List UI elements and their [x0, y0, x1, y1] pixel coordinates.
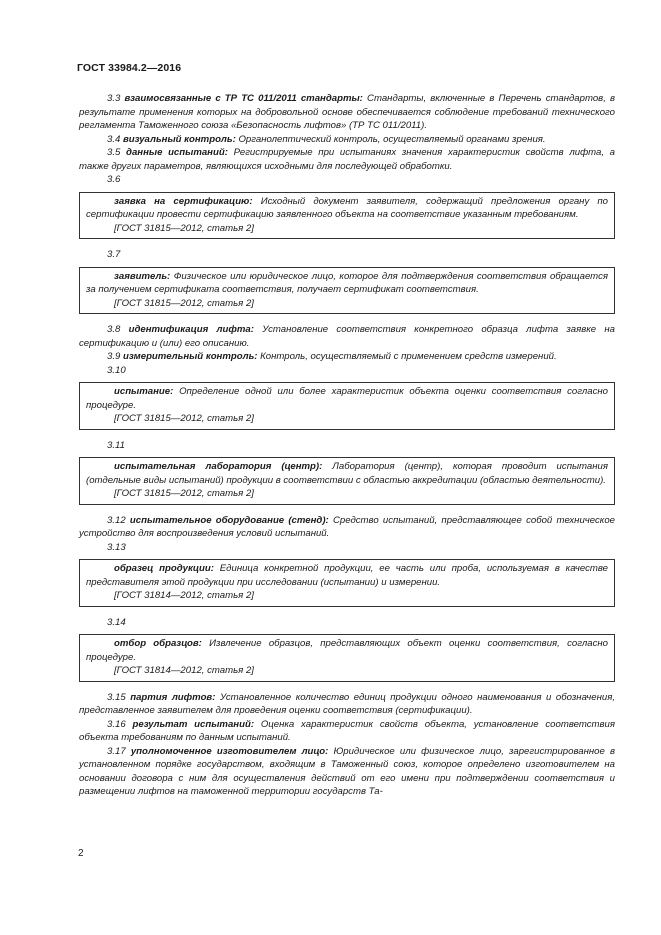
definition-body — [86, 460, 608, 487]
term: измерительный контроль: — [123, 351, 258, 362]
definition-text: Стандарты, включенные в Перечень стандартов, в результате применения которых на добровольной основе обеспечивается соблюдение требований технического регламента Таможенного союза «Безопасность лифтов» (ТР ТС 011/2011). — [79, 93, 615, 131]
item-number: 3.5 — [107, 147, 121, 158]
definition-text: Физическое или юридическое лицо, которое для подтверждения соответствия обращается за получением сертификата соответствия, получает сертификат соответствия. — [86, 270, 608, 295]
term: образец продукции: — [114, 563, 214, 574]
definition-body — [86, 195, 608, 222]
definition-box-3-14 — [79, 634, 615, 682]
definition-3-12 — [79, 514, 615, 541]
definition-body — [86, 637, 608, 664]
definition-body — [86, 562, 608, 589]
item-number: 3.17 — [107, 745, 126, 757]
definition-text: Извлечение образцов, представляющих объект оценки соответствия, согласно процедуре. — [86, 638, 608, 663]
item-number: 3.7 — [107, 249, 121, 260]
term: партия лифтов: — [130, 691, 216, 703]
item-number: 3.3 — [107, 93, 121, 104]
definition-box-3-10 — [79, 382, 615, 430]
item-number: 3.8 — [107, 324, 121, 335]
definition-text: Установление соответствия конкретного образца лифта заявке на сертификацию и (или) его описанию. — [79, 324, 615, 349]
source-reference: [ГОСТ 31815—2012, статья 2] — [114, 297, 254, 309]
definition-3-15 — [79, 691, 615, 718]
definition-text: Определение одной или более характеристик объекта оценки соответствия согласно процедуре. — [86, 386, 608, 411]
item-number: 3.13 — [107, 541, 126, 553]
term: результат испытаний: — [132, 718, 255, 730]
source-reference: [ГОСТ 31815—2012, статья 2] — [114, 413, 254, 424]
definition-text: Регистрируемые при испытаниях значения характеристик свойств лифта, а также других параметров, являющихся исходными для последующей обработки. — [79, 147, 615, 172]
definition-text: Юридическое или физическое лицо, зарегистрированное в установленном порядке государством, входящим в Таможенный союз, которое определено изготовителем на основании договора с ним для осуществления действий от его имени при подтверждении соответствия и размещении лифтов на таможенной территории государств Та- — [79, 745, 615, 797]
term: уполномоченное изготовителем лицо: — [130, 745, 329, 757]
term: испытательная лаборатория (центр): — [114, 461, 323, 472]
term: заявка на сертификацию: — [114, 195, 253, 207]
definition-box-3-6 — [79, 192, 615, 240]
definition-3-5 — [79, 146, 615, 173]
item-number: 3.11 — [107, 439, 125, 451]
definition-text: Единица конкретной продукции, ее часть или проба, используемая в качестве представителя этой продукции при исследовании (испытании) и измерении. — [86, 563, 608, 588]
term: данные испытаний: — [126, 147, 228, 158]
item-number: 3.9 — [107, 351, 121, 362]
definition-3-9 — [79, 350, 615, 364]
item-number: 3.10 — [107, 364, 126, 376]
definition-text: Лаборатория (центр), которая проводит испытания (отдельные виды испытаний) продукции в соответствии с областью аккредитации (областью деятельности). — [86, 461, 608, 486]
document-body — [79, 92, 615, 799]
term: испытательное оборудование (стенд): — [129, 514, 329, 526]
definition-body — [86, 385, 608, 412]
definition-body — [86, 270, 608, 297]
term: отбор образцов: — [114, 638, 202, 649]
definition-text: Исходный документ заявителя, содержащий предложения органу по сертификации провести сертификацию заявленного объекта на соответствие указанным требованиям. — [86, 195, 609, 220]
definition-text: Контроль, осуществляемый с применением средств измерений. — [260, 351, 557, 362]
definition-text: Установленное количество единиц продукции одного наименования и обозначения, представленное заявителем для проведения оценки соответствия (сертификации). — [79, 691, 615, 716]
item-number: 3.14 — [107, 616, 126, 628]
item-number: 3.15 — [107, 691, 126, 703]
item-number: 3.16 — [107, 718, 126, 730]
source-reference: [ГОСТ 31814—2012, статья 2] — [114, 665, 254, 676]
definition-box-3-13 — [79, 559, 615, 607]
definition-3-16 — [79, 718, 615, 745]
definition-3-8 — [79, 323, 615, 350]
definition-text: Средство испытаний, представляющее собой техническое устройство для воспроизведения условий испытаний. — [79, 514, 615, 539]
definition-3-4 — [79, 133, 615, 147]
term: заявитель: — [114, 270, 171, 282]
page-number: 2 — [78, 848, 84, 859]
item-number: 3.4 — [107, 133, 121, 145]
source-reference: [ГОСТ 31815—2012, статья 2] — [114, 488, 254, 499]
document-header: ГОСТ 33984.2—2016 — [77, 62, 182, 74]
definition-box-3-7 — [79, 267, 615, 315]
source-reference: [ГОСТ 31814—2012, статья 2] — [114, 590, 254, 601]
term: визуальный контроль: — [123, 133, 236, 145]
source-reference: [ГОСТ 31815—2012, статья 2] — [114, 222, 254, 234]
definition-3-3 — [79, 92, 615, 133]
item-number: 3.6 — [107, 174, 121, 185]
definition-box-3-11 — [79, 457, 615, 505]
item-number: 3.12 — [107, 514, 126, 526]
definition-text: Органолептический контроль, осуществляемый органами зрения. — [238, 133, 546, 145]
definition-3-17 — [79, 745, 615, 799]
term: испытание: — [114, 386, 174, 397]
definition-text: Оценка характеристик свойств объекта, установление соответствия объекта требованиям по данным испытаний. — [79, 718, 615, 743]
term: идентификация лифта: — [128, 324, 254, 335]
term: взаимосвязанные с ТР ТС 011/2011 стандарты: — [124, 93, 363, 104]
